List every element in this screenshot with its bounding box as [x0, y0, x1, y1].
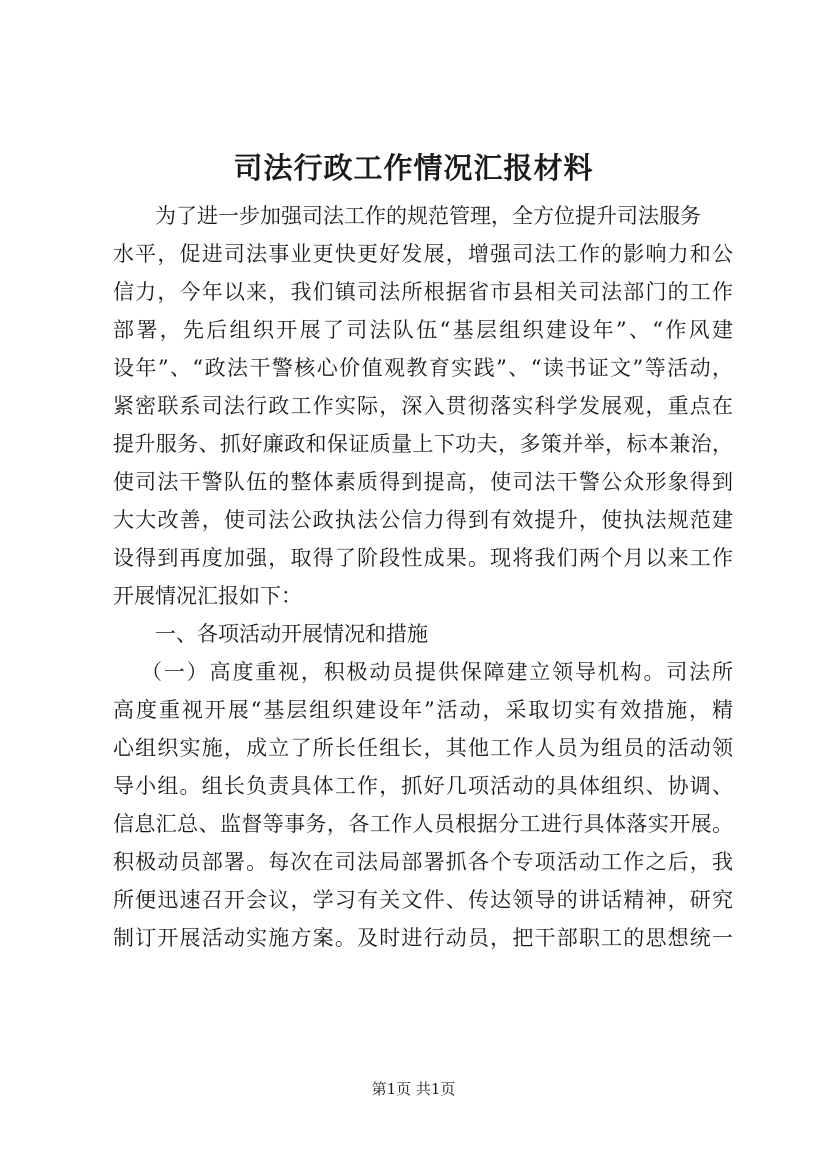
- paragraph-line: 制订开展活动实施方案。及时进行动员，把干部职工的思想统一: [113, 926, 733, 950]
- paragraph-line: 提升服务、抓好廉政和保证质量上下功夫，多策并举，标本兼治，: [113, 432, 733, 456]
- paragraph-line: 部署，先后组织开展了司法队伍“基层组织建设年”、“作风建: [113, 318, 733, 342]
- paragraph-line: 高度重视开展“基层组织建设年”活动，采取切实有效措施，精: [113, 698, 733, 722]
- paragraph-line: 心组织实施，成立了所长任组长，其他工作人员为组员的活动领: [113, 736, 733, 760]
- paragraph-line: 导小组。组长负责具体工作，抓好几项活动的具体组织、协调、: [113, 774, 733, 798]
- paragraph-line: 设年”、“政法干警核心价值观教育实践”、“读书证文”等活动，: [113, 356, 733, 380]
- paragraph-line: 水平，促进司法事业更快更好发展，增强司法工作的影响力和公: [113, 242, 733, 266]
- paragraph-line: 所便迅速召开会议，学习有关文件、传达领导的讲话精神，研究: [113, 888, 733, 912]
- paragraph-line: 紧密联系司法行政工作实际，深入贯彻落实科学发展观，重点在: [113, 394, 733, 418]
- subsection-heading-line: （一）高度重视，积极动员提供保障建立领导机构。司法所: [141, 660, 733, 684]
- paragraph-line: 大大改善，使司法公政执法公信力得到有效提升，使执法规范建: [113, 508, 733, 532]
- paragraph-line: 信息汇总、监督等事务，各工作人员根据分工进行具体落实开展。: [113, 812, 733, 836]
- paragraph-line: 为了进一步加强司法工作的规范管理，全方位提升司法服务: [155, 204, 701, 228]
- paragraph-line: 使司法干警队伍的整体素质得到提高，使司法干警公众形象得到: [113, 470, 733, 494]
- document-title: 司法行政工作情况汇报材料: [233, 151, 594, 185]
- paragraph-line: 积极动员部署。每次在司法局部署抓各个专项活动工作之后，我: [113, 850, 733, 874]
- section-heading: 一、各项活动开展情况和措施: [155, 622, 428, 646]
- paragraph-line: 设得到再度加强，取得了阶段性成果。现将我们两个月以来工作: [113, 546, 733, 570]
- paragraph-line: 信力，今年以来，我们镇司法所根据省市县相关司法部门的工作: [113, 280, 733, 304]
- document-body: [113, 197, 733, 957]
- paragraph-line: 开展情况汇报如下：: [113, 584, 302, 608]
- page-footer: 第1页 共1页: [371, 1080, 456, 1098]
